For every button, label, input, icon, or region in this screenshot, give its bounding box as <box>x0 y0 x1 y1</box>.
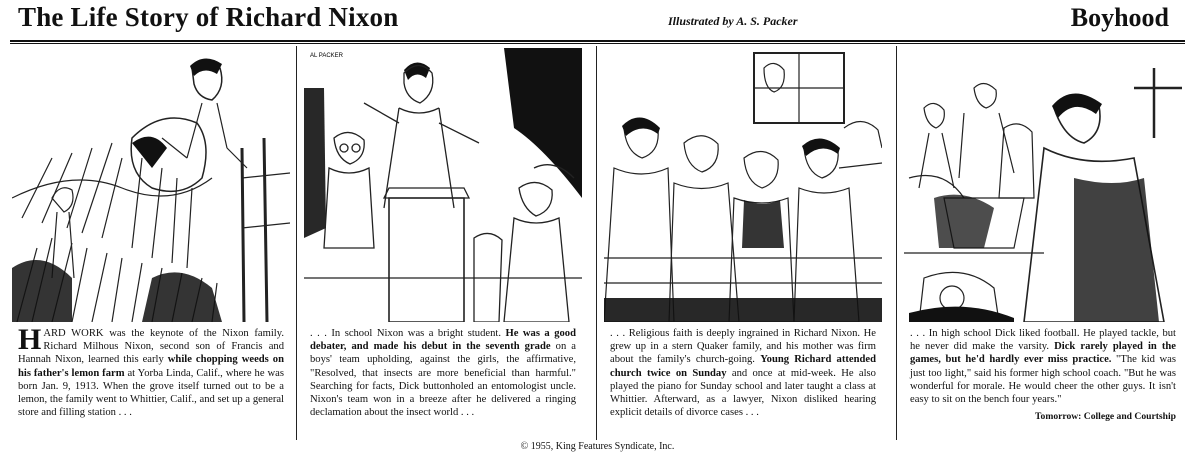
panel-1-illustration <box>12 48 290 322</box>
panel-2-caption <box>310 327 576 419</box>
header <box>0 0 1195 40</box>
drop-cap: H <box>18 323 42 356</box>
caption-text: "The kid was just too light," said his former high school coach. "But he was wonderful for morale. He would cheer the other guys. It isn't easy to sit on the bench four years." <box>910 354 1176 406</box>
illustrator-credit: Illustrated by A. S. Packer <box>668 14 798 28</box>
panel-divider <box>596 46 597 440</box>
panel-3 <box>604 48 882 440</box>
caption-text: at Yorba Linda, Calif., where he was born Jan. 9, 1913. When the grove itself turned out to be a lemon, the family went to Whittier, Calif., and set up a general store and filling station . . . <box>18 367 284 419</box>
caption-text: . . . In high school Dick liked football. He played tackle, but he never did make the varsity. <box>910 328 1176 353</box>
panel-1 <box>12 48 290 440</box>
copyright-footer: © 1955, King Features Syndicate, Inc. <box>520 441 675 452</box>
caption-text: . . . In school Nixon was a bright student. <box>310 328 506 339</box>
debate-illustration <box>304 48 582 322</box>
caption-text: ARD WORK was the keynote of the Nixon family. Richard Milhous Nixon, second son of Francis and Hannah Nixon, learned this early <box>18 328 284 366</box>
panel-4-caption <box>910 327 1176 423</box>
caption-bold-text: Young Richard attended church twice on Sunday <box>610 354 876 379</box>
header-rule <box>10 40 1185 42</box>
panel-4-illustration <box>904 48 1182 322</box>
artist-signature: AL PACKER <box>310 53 344 59</box>
caption-text: and once at mid-week. He also played the piano for Sunday school and later taught a class at Whittier. Afterward, as a lawyer, Nixon disliked hearing explicit details of divorce cases . . . <box>610 367 876 419</box>
header-rule-thin <box>10 43 1185 44</box>
football-illustration <box>904 48 1182 322</box>
caption-bold-text: Dick rarely played in the games, but he'd hardly ever miss practice. <box>910 341 1176 366</box>
farm-boy-illustration <box>12 48 290 322</box>
panel-1-caption <box>18 323 284 419</box>
panel-4 <box>904 48 1182 440</box>
caption-bold-text: He was a good debater, and made his debut in the seventh grade <box>310 328 576 353</box>
panel-2 <box>304 48 582 440</box>
caption-bold-text: while chopping weeds on his father's lemon farm <box>18 354 284 379</box>
panel-2-illustration <box>304 48 582 322</box>
panel-divider <box>296 46 297 440</box>
panel-3-illustration <box>604 48 882 322</box>
tomorrow-teaser: Tomorrow: College and Courtship <box>1035 411 1176 423</box>
chapter-title: Boyhood <box>1070 3 1169 32</box>
caption-text: . . . Religious faith is deeply ingrained in Richard Nixon. He grew up in a stern Quaker family, and his mother was firm about the family's church-going. <box>610 328 876 366</box>
panel-3-caption <box>610 327 876 419</box>
strip-title: The Life Story of Richard Nixon <box>18 2 399 32</box>
caption-text: on a boys' team upholding, against the girls, the affirmative, "Resolved, that insects are more beneficial than harmful." Searching for facts, Dick buttonholed an entomologist uncle. Nixon's team won in a breeze after he delivered a ringing declamation about the insect world . . . <box>310 341 577 419</box>
church-illustration <box>604 48 882 322</box>
panel-divider <box>896 46 897 440</box>
